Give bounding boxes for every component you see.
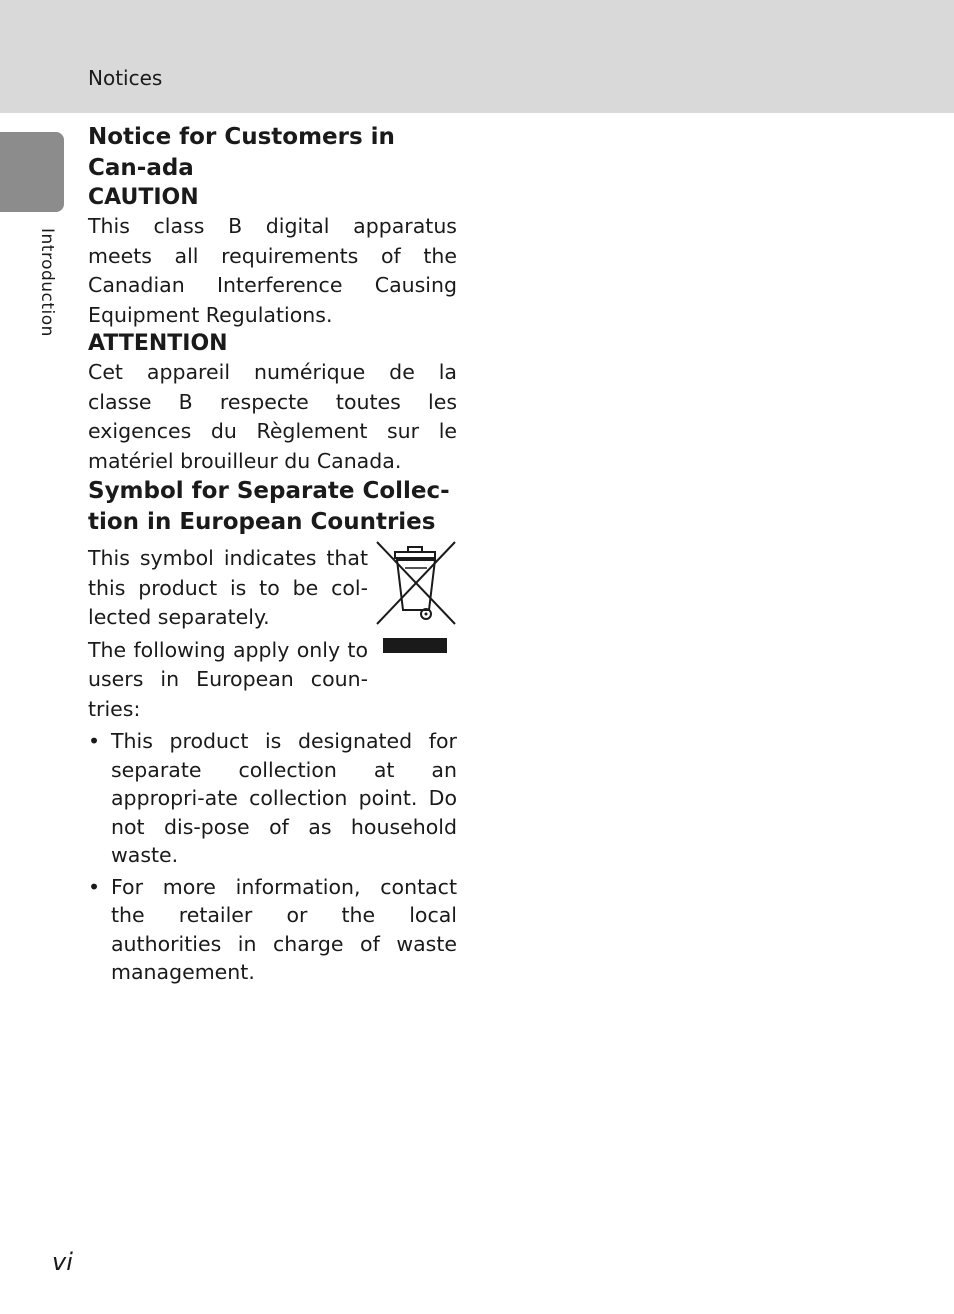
header-band [0,0,954,113]
section-tab-label: Introduction [37,228,57,337]
list-item-text: For more information, contact the retailer or the local authorities in charge of waste management. [111,874,457,984]
crossed-out-wheelie-bin-icon [375,538,459,654]
list-item [88,873,457,987]
bullet-glyph: • [88,729,101,753]
section-tab [0,132,64,212]
caution-text: This class B digital apparatus meets all requirements of the Canadian Interference Causing Equipment Regulations. [88,214,457,327]
list-item-text: This product is designated for separate collection at an appropri-ate collection point. Do not dis-pose of as household waste. [111,729,457,867]
caution-heading: CAUTION [88,185,199,210]
separate-collection-title: Symbol for Separate Collec-tion in European Countries [88,478,450,535]
attention-text: Cet appareil numérique de la classe B respecte toutes les exigences du Règlement sur le matériel brouilleur du Canada. [88,360,457,473]
canada-notice-title [88,122,457,184]
bullet-glyph: • [88,874,101,899]
attention-heading: ATTENTION [88,331,228,356]
symbol-text-column [88,544,368,724]
main-content [88,122,457,990]
canada-notice-title-text: Notice for Customers in Can-ada [88,124,395,181]
apply-text: The following apply only to users in European coun-tries: [88,637,368,721]
bullet-list [88,727,457,987]
list-item [88,727,457,870]
page-header-title: Notices [88,66,163,90]
symbol-block [88,544,457,724]
page-number: vi [52,1248,73,1276]
symbol-text: This symbol indicates that this product is to be col-lected separately. [88,546,368,629]
